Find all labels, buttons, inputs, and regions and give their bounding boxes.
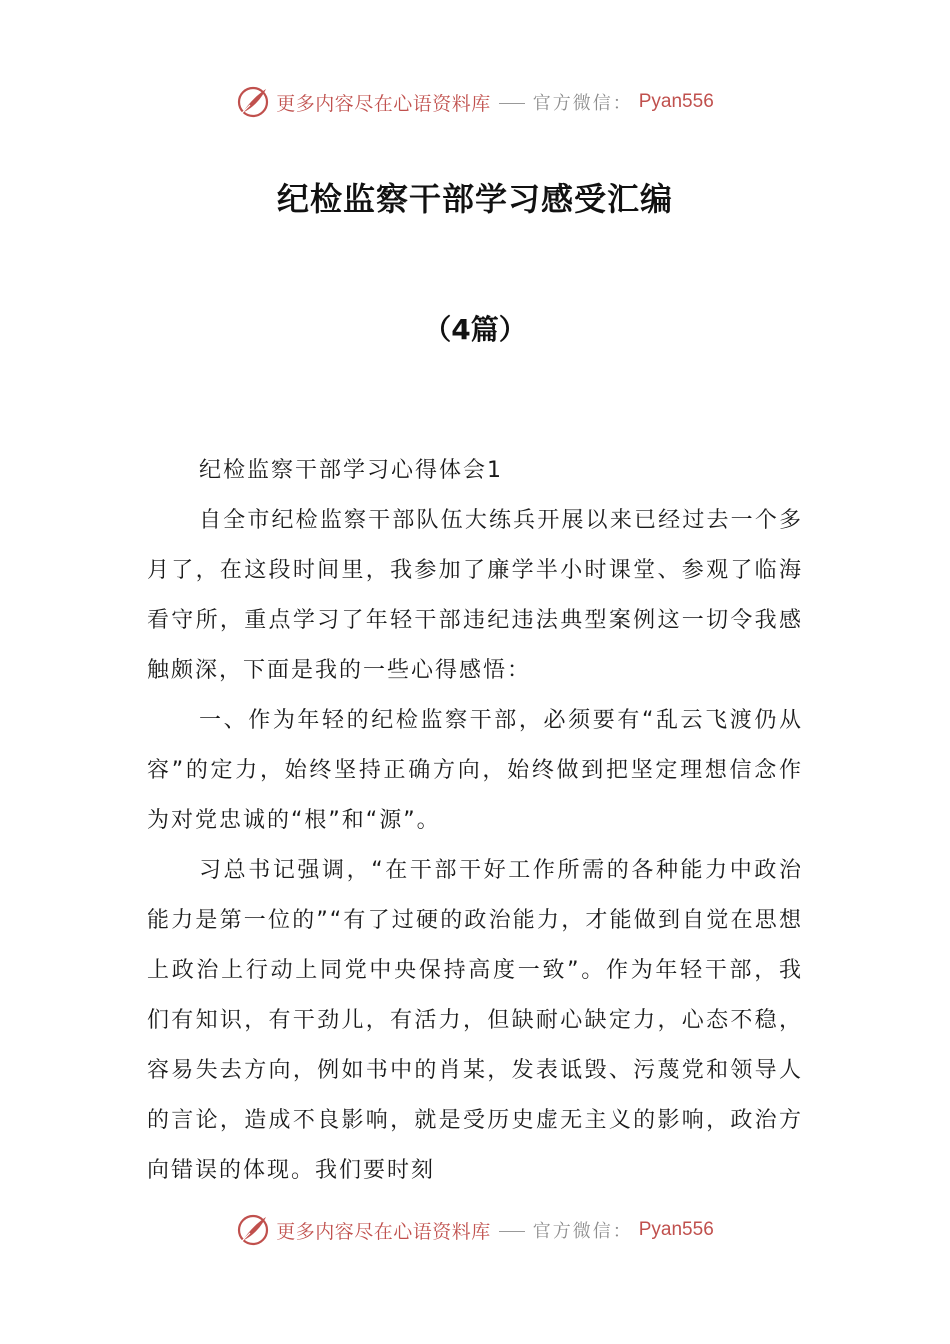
- document-title: 纪检监察干部学习感受汇编: [276, 180, 673, 218]
- body-paragraph: 习总书记强调，“在干部干好工作所需的各种能力中政治能力是第一位的”“有了过硬的政治能力，才能做到自觉在思想上政治上行动上同党中央保持高度一致”。作为年轻干部，我们有知识，有干劲儿，有活力，但缺耐心缺定力，心态不稳，容易失去方向，例如书中的肖某，发表诋毁、污蔑党和领导人的言论，造成不良影响，就是受历史虚无主义的影响，政治方向错误的体现。我们要时刻: [147, 858, 803, 1183]
- body-paragraph: 自全市纪检监察干部队伍大练兵开展以来已经过去一个多月了，在这段时间里，我参加了廉学半小时课堂、参观了临海看守所，重点学习了年轻干部违纪违法典型案例这一切令我感触颇深，下面是我的一些心得感悟：: [147, 508, 803, 683]
- watermark-id: Pyan556: [638, 1219, 714, 1240]
- watermark-text: 更多内容尽在心语资料库: [276, 92, 491, 115]
- watermark-label: 官方微信：: [532, 93, 633, 114]
- watermark-separator: [499, 1231, 525, 1232]
- footer-watermark: [0, 1210, 950, 1250]
- watermark-text: 更多内容尽在心语资料库: [276, 1220, 491, 1243]
- document-body: [147, 446, 803, 1196]
- document-subtitle: （4篇）: [423, 313, 527, 346]
- watermark-id: Pyan556: [638, 91, 714, 112]
- section-heading: 纪检监察干部学习心得体会1: [199, 458, 503, 483]
- body-paragraph: 一、作为年轻的纪检监察干部，必须要有“乱云飞渡仍从容”的定力，始终坚持正确方向，始终做到把坚定理想信念作为对党忠诚的“根”和“源”。: [147, 708, 803, 833]
- quill-logo-icon: [236, 85, 270, 119]
- watermark-separator: [499, 103, 525, 104]
- watermark-label: 官方微信：: [532, 1221, 633, 1242]
- header-watermark: [0, 82, 950, 122]
- quill-logo-icon: [236, 1213, 270, 1247]
